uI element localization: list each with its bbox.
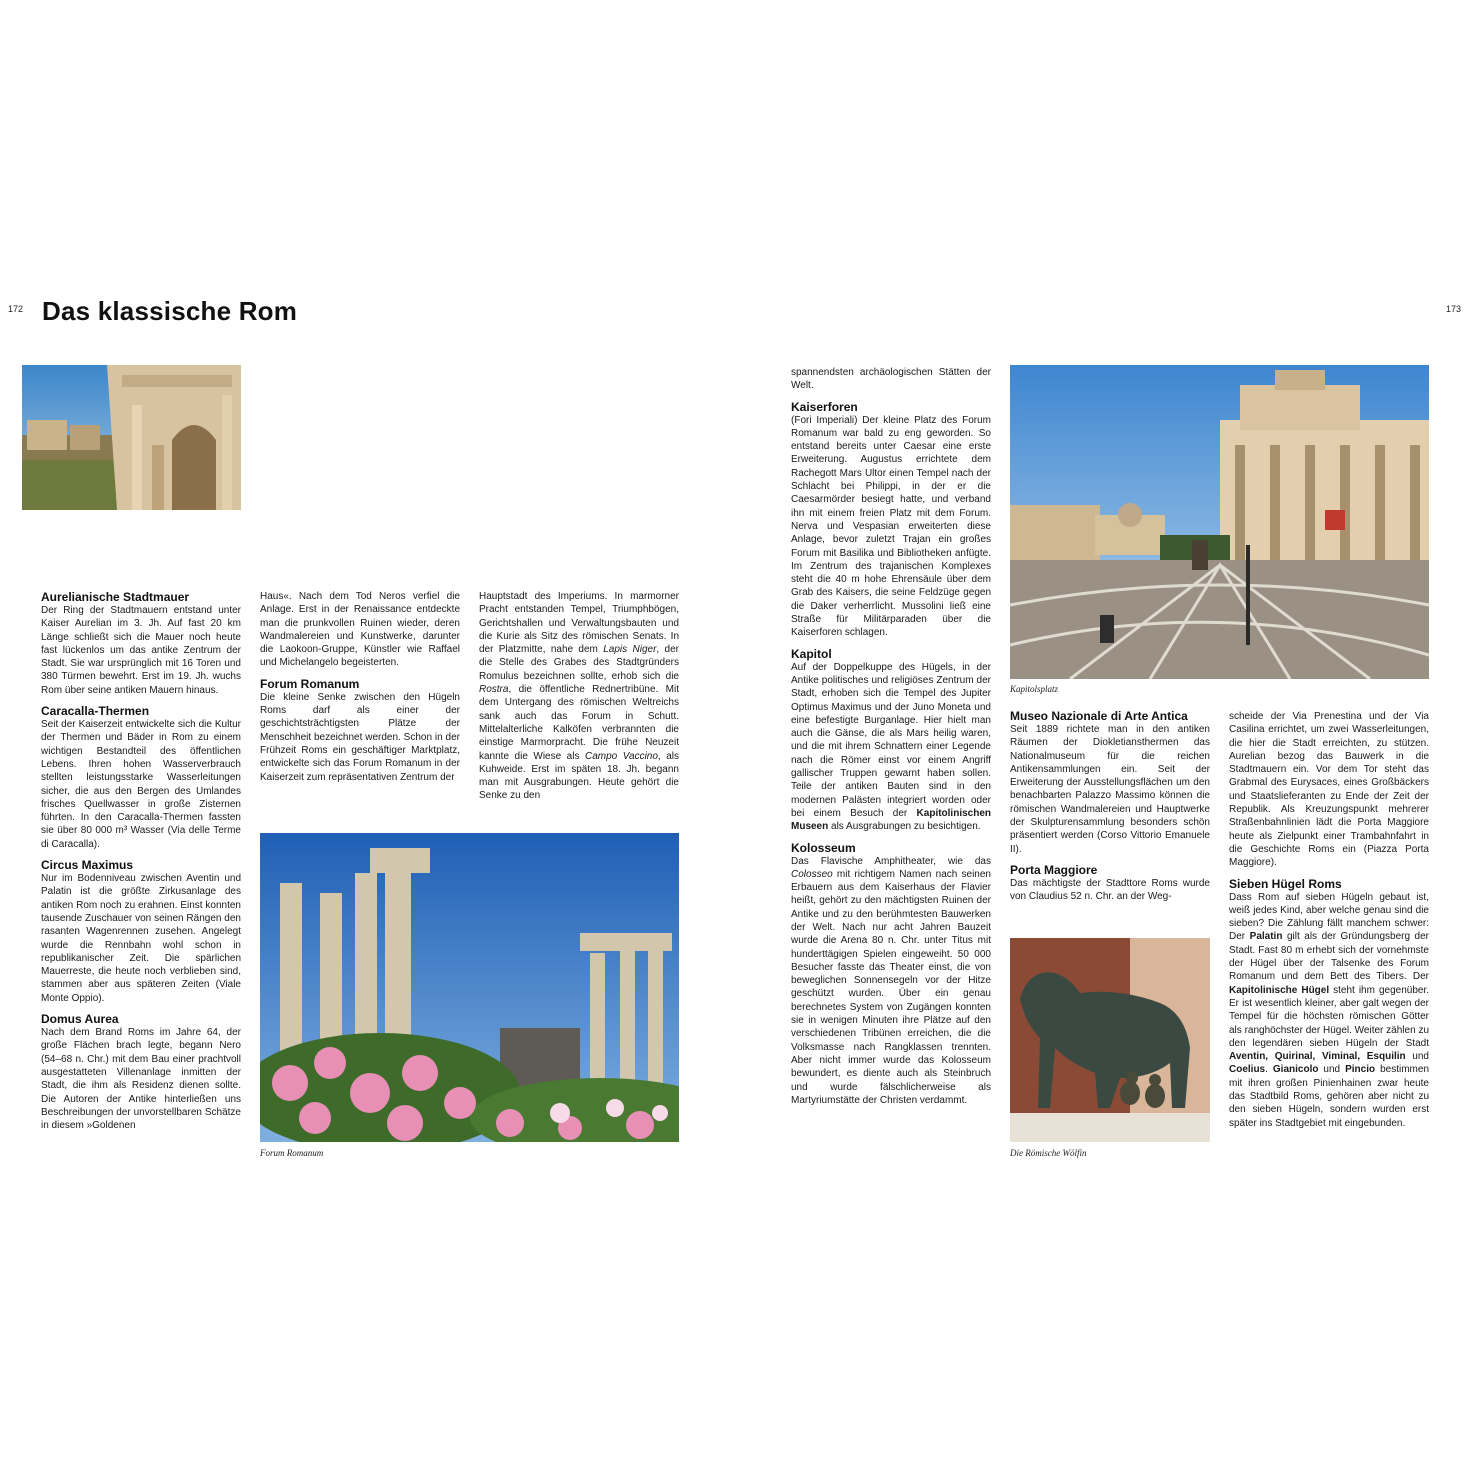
heading-forum-romanum: Forum Romanum [260, 676, 360, 691]
heading-kaiserforen: Kaiserforen [791, 399, 858, 414]
caption-roemische-woelfin: Die Römische Wölfin [1010, 1148, 1087, 1158]
text-forum-end: spannendsten archäologischen Stätten der Welt. [791, 367, 991, 392]
kapitolsplatz-photo [1010, 365, 1429, 679]
page-number-right: 173 [1446, 304, 1462, 314]
text-caracalla-thermen: Seit der Kaiserzeit entwickelte sich die Kultur der Thermen und Bäder in Rom zu einem wichtigen Bestandteil des öffentlichen Lebens. Ihren hohen Wasserverbrauch stellten leistungsstarke Wasserleitungen sicher, die aus den Bergen des Umlandes frisches Quellwasser in große Zisternen führten. In den Caracalla-Thermen fassten sie über 80 000 m³ Wasser (Via delle Terme di Caracalla). [41, 719, 241, 850]
column-6 [1229, 710, 1429, 1137]
text-domus-aurea-cont: Haus«. Nach dem Tod Neros verfiel die Anlage. Erst in der Renaissance entdeckte man die prunkvollen Ruinen wieder, deren Wandmalereien und Kunstwerke, darunter die Laokoon-Gruppe, Künstler wie Raffael und Michelangelo begeisterten. [260, 591, 460, 669]
heading-porta-maggiore: Porta Maggiore [1010, 862, 1098, 877]
heading-domus-aurea: Domus Aurea [41, 1012, 119, 1027]
forum-romanum-photo [260, 833, 679, 1142]
text-domus-aurea: Nach dem Brand Roms im Jahre 64, der große Flächen brach legte, begann Nero (54–68 n. Chr.) mit dem Bau einer prachtvoll ausgestatteten Villenanlage inmitten der Stadt, die ihm als Residenz dienen sollte. Die Autoren der Antike hinterließen uns Beschreibungen der unvorstellbaren Schätze in diesem »Goldenen [41, 1027, 241, 1132]
text-aurelianische-stadtmauer: Der Ring der Stadtmauern entstand unter Kaiser Aurelian im 3. Jh. Auf fast 20 km Länge schließt sich die Mauer noch heute fast lückenlos um das antike Zentrum der Stadt. Sie war ursprünglich mit 16 Toren und 380 Türmen bewehrt. Erst im 19. Jh. wuchs Rom über seine antiken Mauern hinaus. [41, 605, 241, 696]
text-forum-romanum: Die kleine Senke zwischen den Hügeln Roms darf als einer der geschichtsträchtigsten Plätze der Menschheit bezeichnet werden. Schon in der Frühzeit Roms ein geschäftiger Marktplatz, entwickelte sich das Forum Romanum in der Kaiserzeit zum repräsentativen Zentrum der [260, 691, 460, 783]
arch-photo [22, 365, 241, 510]
heading-aurelianische-stadtmauer: Aurelianische Stadtmauer [41, 590, 190, 604]
column-4 [791, 366, 991, 1114]
heading-kolosseum: Kolosseum [791, 840, 856, 855]
caption-forum-romanum: Forum Romanum [260, 1148, 324, 1158]
heading-circus-maximus: Circus Maximus [41, 858, 134, 873]
text-porta-maggiore: Das mächtigste der Stadttore Roms wurde von Claudius 52 n. Chr. an der Weg- [1010, 877, 1210, 903]
column-5 [1010, 705, 1210, 911]
text-kaiserforen: (Fori Imperiali) Der kleine Platz des Forum Romanum war bald zu eng geworden. So entstand bereits unter Caesar eine erste Erweiterung. Augustus errichtete dem Rachegott Mars Ultor einen Tempel nach der Schlacht bei Philippi, in der er die Caesarmörder besiegt hatte, und verband ihn mit einem freien Platz mit dem Forum. Nerva und Vespasian erweiterten diese Anlage, bevor zuletzt Trajan ein großes Forum mit Basilika und Bibliotheken anfügte. Im Zentrum des trajanischen Komplexes steht die 40 m hohe Ehrensäule über dem Grab des Kaisers, die seine Feldzüge gegen die Daker verherrlicht. Mussolini ließ eine Straße für Militärparaden über die Kaiserforen schlagen. [791, 414, 991, 639]
column-3 [479, 590, 679, 810]
text-circus-maximus: Nur im Bodenniveau zwischen Aventin und Palatin ist die größte Zirkusanlage des antiken Rom noch zu erahnen. Einst konnten tausende Zuschauer von seinen Rängen den rasanten Wagenrennen zusehen. Angelegt wurde die Rennbahn wohl schon in republikanischer Zeit. Die spärlichen Mauerreste, die heute noch verblieben sind, stammen aber aus späteren Zeiten (Viale Monte Oppio). [41, 873, 241, 1004]
text-museo-nazionale: Seit 1889 richtete man in den antiken Räumen der Diokletiansthermen das Nationalmuseum für die reichen Antikensammlungen ein. Seit der Erweiterung der Ausstellungsflächen um den benachbarten Palazzo Massimo können die römischen Wandmalereien und Hauptwerke der Skulpturensammlung besonders schön präsentiert werden (Corso Vittorio Emanuele II). [1010, 724, 1210, 855]
text-kolosseum: Das Flavische Amphitheater, wie das Colosseo mit richtigem Namen nach seinen Erbauern aus dem Kaiserhaus der Flavier heißt, gehört zu den mächtigsten Ruinen der Antike und zu den berühmtesten Bauwerken der Welt. Nach nur acht Jahren Bauzeit wurde die Arena 80 n. Chr. unter Titus mit hunderttägigen Spielen eingeweiht. 50 000 Besucher fasste das Theater einst, die von beweglichen Sonnensegeln vor der Hitze geschützt wurden. Über ein genau berechnetes System von Zugängen konnten sie in wenigen Minuten ihre Plätze auf den verschiedenen Tribünen erreichen, die die Volksmasse nach Rangklassen trennten. Aber nicht immer wurde das Kolosseum bewundert, es diente auch als Steinbruch und wurde fälschlicherweise als Martyriumstätte der Christen verdammt. [791, 855, 991, 1106]
page-number-left: 172 [8, 304, 24, 314]
heading-caracalla-thermen: Caracalla-Thermen [41, 704, 150, 719]
heading-sieben-huegel: Sieben Hügel Roms [1229, 876, 1342, 891]
heading-museo-nazionale: Museo Nazionale di Arte Antica [1010, 709, 1188, 723]
roemische-woelfin-photo [1010, 938, 1210, 1142]
heading-kapitol: Kapitol [791, 646, 832, 661]
text-kapitol: Auf der Doppelkuppe des Hügels, in der Antike politisches und religiöses Zentrum der Stadt, erhoben sich die Tempel des Jupiter Optimus Maximus und der Juno Moneta und eine befestigte Burganlage. Hier hielt man auch die Gänse, die als Mars heilig waren, und die mit ihrem Schnattern einer Legende nach die Römer einst vor einem Angriff gallischer Truppen gewarnt haben sollen. Teile der antiken Bauten sind in den modernen Palästen integriert worden oder bei einem Besuch der Kapitolinischen Museen als Ausgrabungen zu besichtigen. [791, 661, 991, 833]
column-1 [41, 586, 241, 1139]
caption-kapitolsplatz: Kapitolsplatz [1010, 684, 1059, 694]
text-sieben-huegel: Dass Rom auf sieben Hügeln gebaut ist, weiß jedes Kind, aber welche genau sind die sieben? Die Zählung fällt manchem schwer: Der Palatin gilt als der Gründungsberg der Stadt. Fast 80 m erhebt sich der vornehmste der Hügel über der Talsenke des Forum Romanum und dem Bett des Tibers. Der Kapitolinische Hügel steht ihm gegenüber. Er ist wesentlich kleiner, aber galt wegen der Tempel für die höchsten römischen Götter als ranghöchster der Hügel. Weiter zählen zu den legendären sieben Hügeln der Stadt Aventin, Quirinal, Viminal, Esquilin und Coelius. Gianicolo und Pincio bestimmen mit ihren großen Pinienhainen zwar heute das Stadtbild Roms, gehören aber nicht zu den sieben Hügeln, sondern wurden erst später ins Stadtgebiet mit eingebunden. [1229, 891, 1430, 1129]
column-2 [260, 590, 460, 791]
page-title: Das klassische Rom [42, 296, 298, 326]
text-forum-romanum-cont: Hauptstadt des Imperiums. In marmorner Pracht entstanden Tempel, Triumphbögen, Gerichtshallen und Verwaltungsbauten und die Kurie als Sitz des römischen Senats. In der Platzmitte, nahe dem Lapis Niger, der die Stelle des Grabes des Stadtgründers Romulus bezeichnen sollte, erhob sich die Rostra, die öffentliche Rednertribüne. Mit dem Untergang des römischen Weltreichs sank auch das Forum in Schutt. Mittelalterliche Kalköfen verbrannten die einstige Marmorpracht. Die frühe Neuzeit kannte die Wiese als Campo Vaccino, als Kuhweide. Erst im späten 18. Jh. begann man mit Ausgrabungen. Heute gehört die Senke zu den [479, 591, 679, 802]
text-porta-maggiore-cont: scheide der Via Prenestina und der Via Casilina errichtet, um zwei Wasserleitungen, die hier die Stadt erreichten, zu stützen. Aurelian bezog das Bauwerk in die Stadtmauern ein. Vor dem Tor steht das Grabmal des Eurysaces, eines Großbäckers und Staatslieferanten zu Ende der Zeit der Republik. Als Kreuzungspunkt mehrerer Straßenbahnlinien lädt die Porta Maggiore heute als Zielpunkt einer Trambahnfahrt in die Geschichte Roms ein (Piazza Porta Maggiore). [1229, 711, 1429, 869]
